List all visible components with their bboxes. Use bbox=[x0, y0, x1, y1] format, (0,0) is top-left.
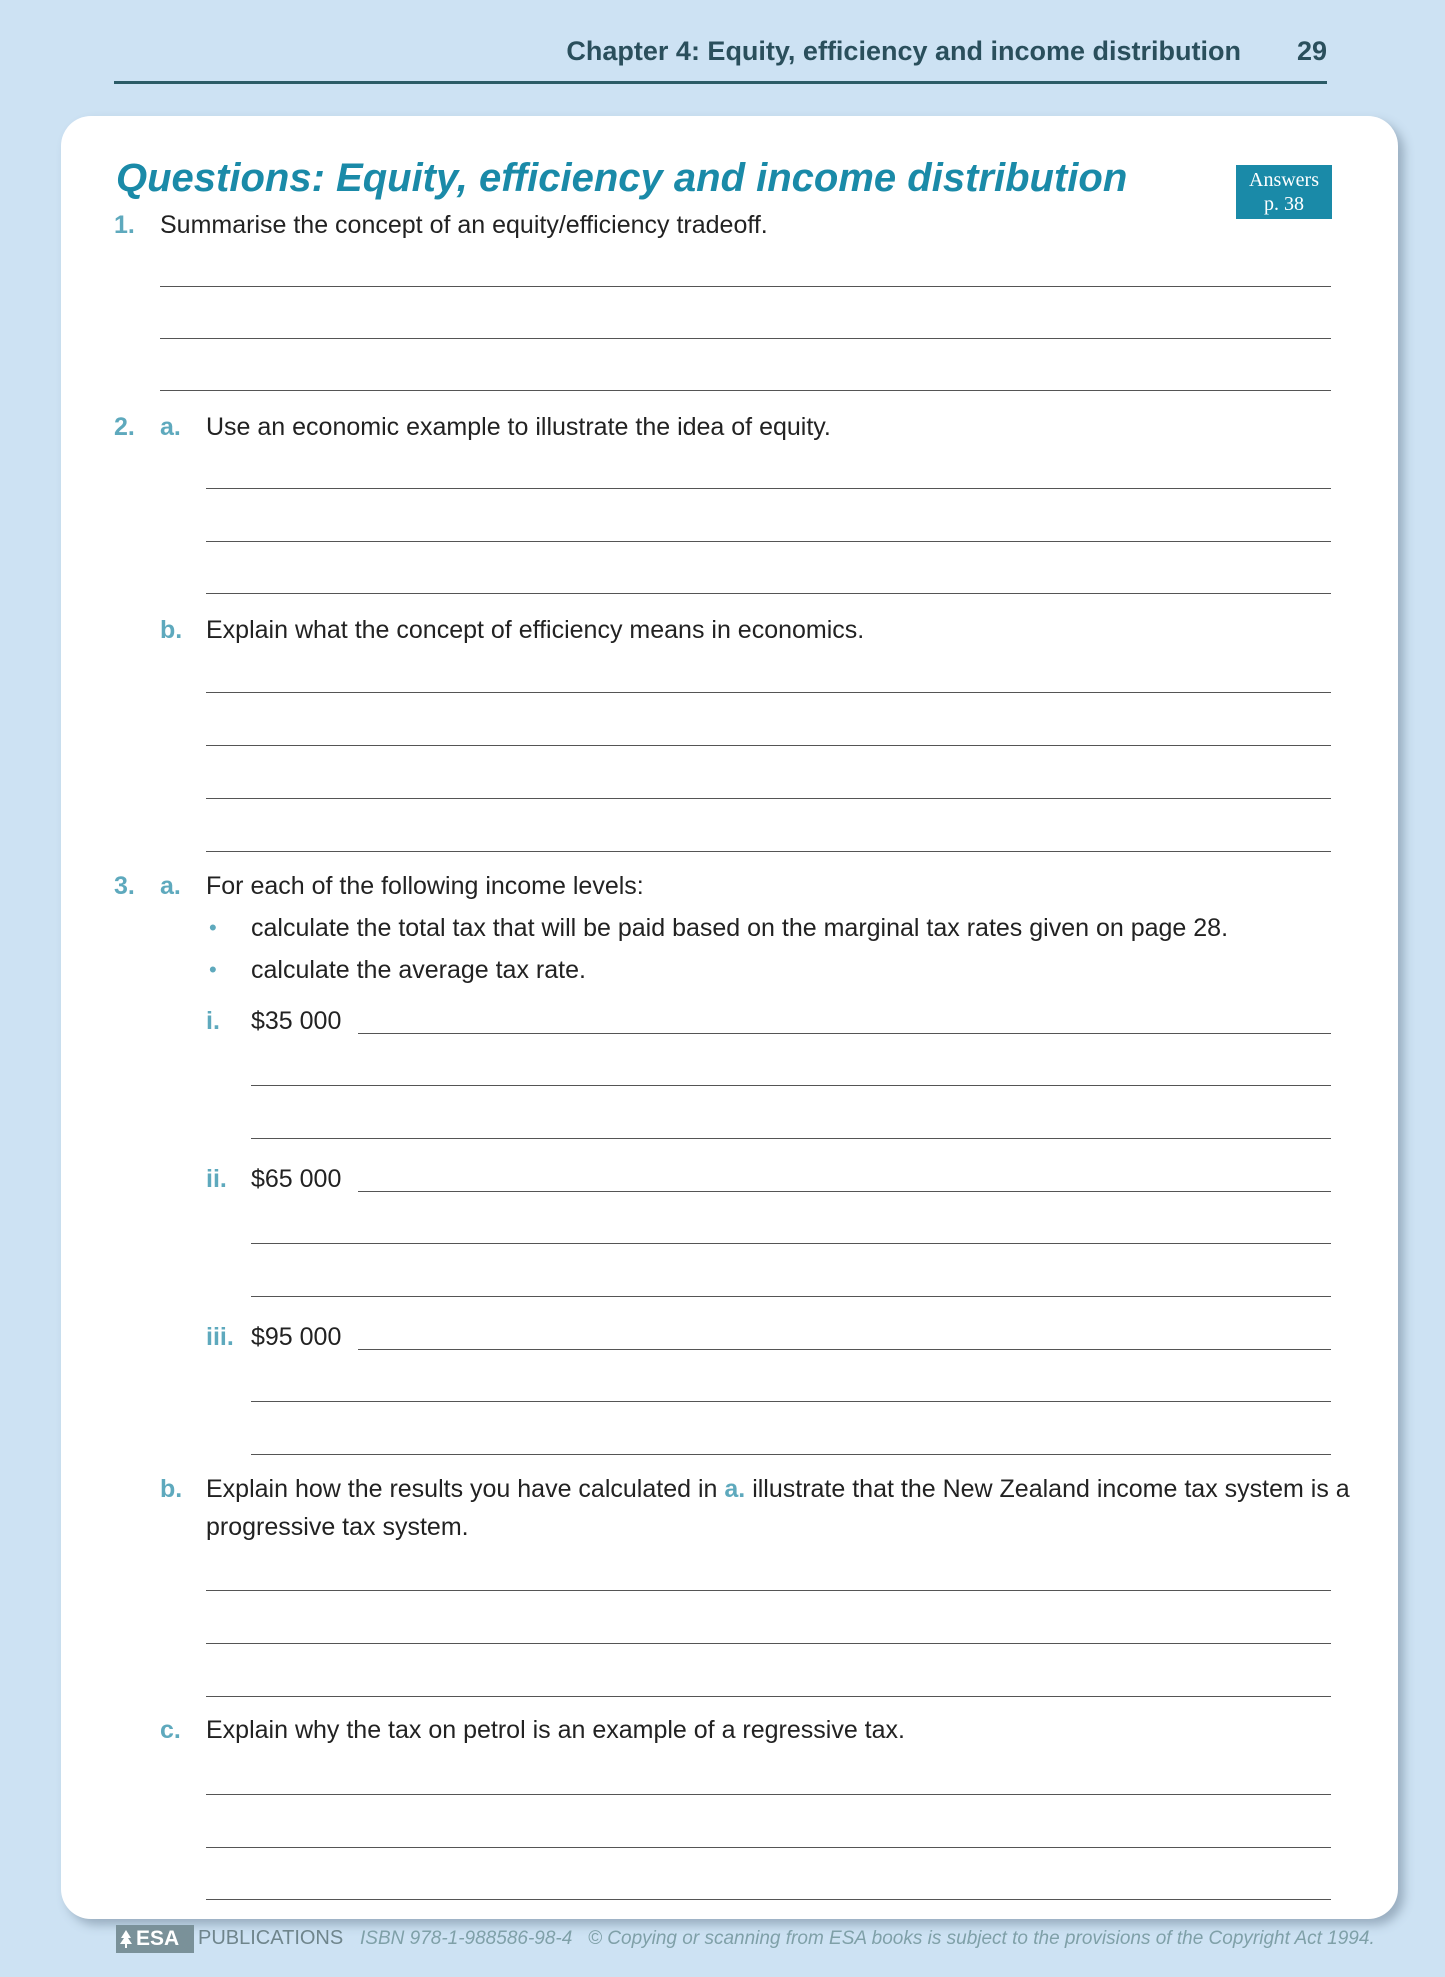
bullet-icon: • bbox=[209, 915, 217, 940]
answer-line[interactable] bbox=[160, 338, 1331, 339]
question-2a-text: Use an economic example to illustrate the idea of equity. bbox=[206, 413, 831, 441]
publisher-name: PUBLICATIONS bbox=[198, 1927, 344, 1949]
item-ii-label: ii. bbox=[206, 1165, 227, 1193]
answer-line[interactable] bbox=[251, 1138, 1331, 1139]
question-2a-label: a. bbox=[160, 413, 181, 441]
logo-text: ESA bbox=[136, 1927, 180, 1950]
question-2-number: 2. bbox=[114, 413, 135, 441]
tree-icon bbox=[119, 1929, 133, 1949]
answer-line[interactable] bbox=[206, 851, 1331, 852]
item-iii-value: $95 000 bbox=[251, 1323, 342, 1351]
question-3c-text: Explain why the tax on petrol is an example of a regressive tax. bbox=[206, 1716, 905, 1744]
answer-line[interactable] bbox=[206, 1696, 1331, 1697]
answer-line[interactable] bbox=[206, 488, 1331, 489]
question-3b-ref: a. bbox=[724, 1475, 746, 1503]
question-2b-text: Explain what the concept of efficiency means in economics. bbox=[206, 616, 865, 644]
answer-line[interactable] bbox=[206, 1794, 1331, 1795]
question-3b-label: b. bbox=[160, 1475, 183, 1503]
answer-line[interactable] bbox=[251, 1296, 1331, 1297]
chapter-title: Chapter 4: Equity, efficiency and income distribution bbox=[566, 36, 1241, 66]
copyright-notice: © Copying or scanning from ESA books is subject to the provisions of the Copyright Act 1994. bbox=[588, 1928, 1375, 1949]
question-2b-label: b. bbox=[160, 616, 183, 644]
answer-line[interactable] bbox=[206, 745, 1331, 746]
question-3a-bullet: calculate the average tax rate. bbox=[251, 956, 586, 984]
answer-line[interactable] bbox=[206, 1847, 1331, 1848]
answer-line[interactable] bbox=[251, 1454, 1331, 1455]
answer-line[interactable] bbox=[206, 692, 1331, 693]
answers-badge-page: p. 38 bbox=[1264, 193, 1304, 215]
question-3b-text-line1 bbox=[206, 1475, 1350, 1504]
chapter-header bbox=[114, 30, 1327, 84]
bullet-icon: • bbox=[209, 957, 217, 982]
question-3b-text-pre: Explain how the results you have calculated in bbox=[206, 1475, 718, 1503]
page-title: Questions: Equity, efficiency and income distribution bbox=[116, 156, 1128, 200]
isbn: ISBN 978-1-988586-98-4 bbox=[360, 1928, 573, 1949]
answer-line[interactable] bbox=[206, 593, 1331, 594]
answer-line[interactable] bbox=[206, 1643, 1331, 1644]
answer-line[interactable] bbox=[206, 1899, 1331, 1900]
answers-badge-label: Answers bbox=[1249, 169, 1319, 191]
question-3a-label: a. bbox=[160, 872, 181, 900]
question-3-number: 3. bbox=[114, 872, 135, 900]
question-3c-label: c. bbox=[160, 1716, 181, 1744]
item-i-value: $35 000 bbox=[251, 1007, 342, 1035]
item-iii-label: iii. bbox=[206, 1323, 234, 1351]
answer-line[interactable] bbox=[251, 1085, 1331, 1086]
answer-line[interactable] bbox=[358, 1191, 1331, 1192]
page-number: 29 bbox=[1296, 36, 1327, 66]
answers-badge[interactable] bbox=[1236, 165, 1332, 219]
answer-line[interactable] bbox=[251, 1243, 1331, 1244]
answer-line[interactable] bbox=[206, 798, 1331, 799]
question-3a-text: For each of the following income levels: bbox=[206, 872, 644, 900]
question-3a-bullet: calculate the total tax that will be paid based on the marginal tax rates given on page 28. bbox=[251, 914, 1229, 942]
answer-line[interactable] bbox=[358, 1033, 1331, 1034]
answer-line[interactable] bbox=[206, 541, 1331, 542]
page-footer bbox=[116, 1925, 1375, 1955]
answer-line[interactable] bbox=[160, 390, 1331, 391]
question-1-number: 1. bbox=[114, 211, 135, 239]
item-ii-value: $65 000 bbox=[251, 1165, 342, 1193]
question-3b-text-post: illustrate that the New Zealand income tax system is a bbox=[752, 1475, 1350, 1503]
question-1-text: Summarise the concept of an equity/efficiency tradeoff. bbox=[160, 211, 768, 239]
answer-line[interactable] bbox=[206, 1590, 1331, 1591]
esa-logo bbox=[116, 1925, 194, 1953]
answer-line[interactable] bbox=[358, 1349, 1331, 1350]
answer-line[interactable] bbox=[251, 1401, 1331, 1402]
item-i-label: i. bbox=[206, 1007, 220, 1035]
answer-line[interactable] bbox=[160, 286, 1331, 287]
question-3b-text-line2: progressive tax system. bbox=[206, 1513, 469, 1541]
